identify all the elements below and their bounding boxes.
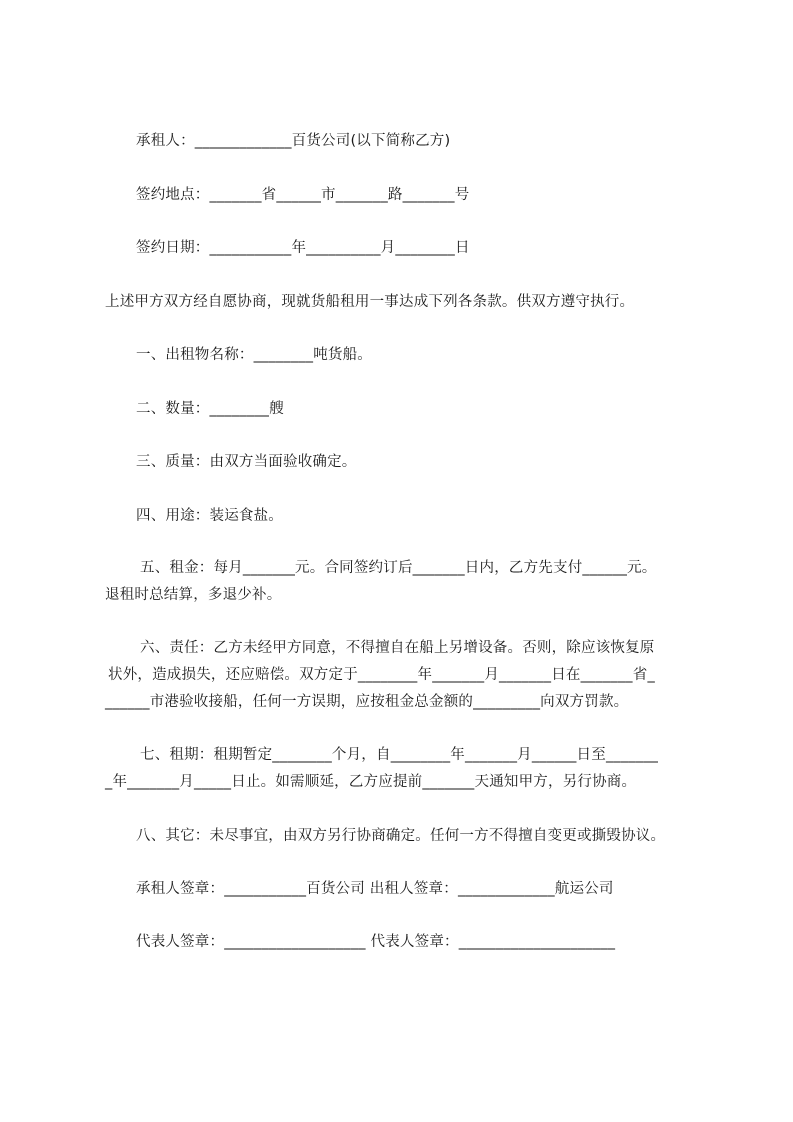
clause-3-line: 三、质量：由双方当面验收确定。 [136, 454, 357, 470]
clause-2-line: 二、数量：________艘 [136, 401, 284, 417]
clause-1-line: 一、出租物名称：________吨货船。 [136, 347, 372, 363]
clause-6-line-2: 状外，造成损失，还应赔偿。双方定于________年_______月_______日在_______省_ [108, 667, 655, 683]
clause-5-line-2: 退租时总结算，多退少补。 [105, 587, 282, 603]
clause-5-line-1: 五、租金：每月_______元。合同签约订后_______日内，乙方先支付______元。 [140, 560, 657, 576]
lessee-line: 承租人：_____________百货公司(以下简称乙方) [136, 133, 451, 149]
clause-6-line-1: 六、责任：乙方未经甲方同意，不得擅自在船上另增设备。否则，除应该恢复原 [140, 640, 655, 656]
clause-8-line: 八、其它：未尽事宜，由双方另行协商确定。任何一方不得擅自变更或撕毁协议。 [136, 828, 666, 844]
clause-4-line: 四、用途：装运食盐。 [136, 508, 283, 524]
clause-6-line-3: ______市港验收接船，任何一方误期，应按租金总金额的_________向双方罚款。 [105, 694, 629, 710]
signing-date-line: 签约日期：___________年__________月________日 [136, 240, 470, 256]
clause-7-line-2: _年_______月_____日止。如需顺延，乙方应提前_______天通知甲方，另行协商。 [105, 774, 637, 790]
signing-place-line: 签约地点：_______省______市_______路_______号 [136, 187, 470, 203]
preamble-line: 上述甲方双方经自愿协商，现就货船租用一事达成下列各条款。供双方遵守执行。 [105, 294, 635, 310]
signature-line-1: 承租人签章：___________百货公司 出租人签章：_____________航运公司 [136, 881, 614, 897]
clause-7-line-1: 七、租期：租期暂定________个月，自________年_______月______日至_______ [140, 747, 659, 763]
signature-line-2: 代表人签章：___________________ 代表人签章：_____________________ [136, 934, 616, 950]
